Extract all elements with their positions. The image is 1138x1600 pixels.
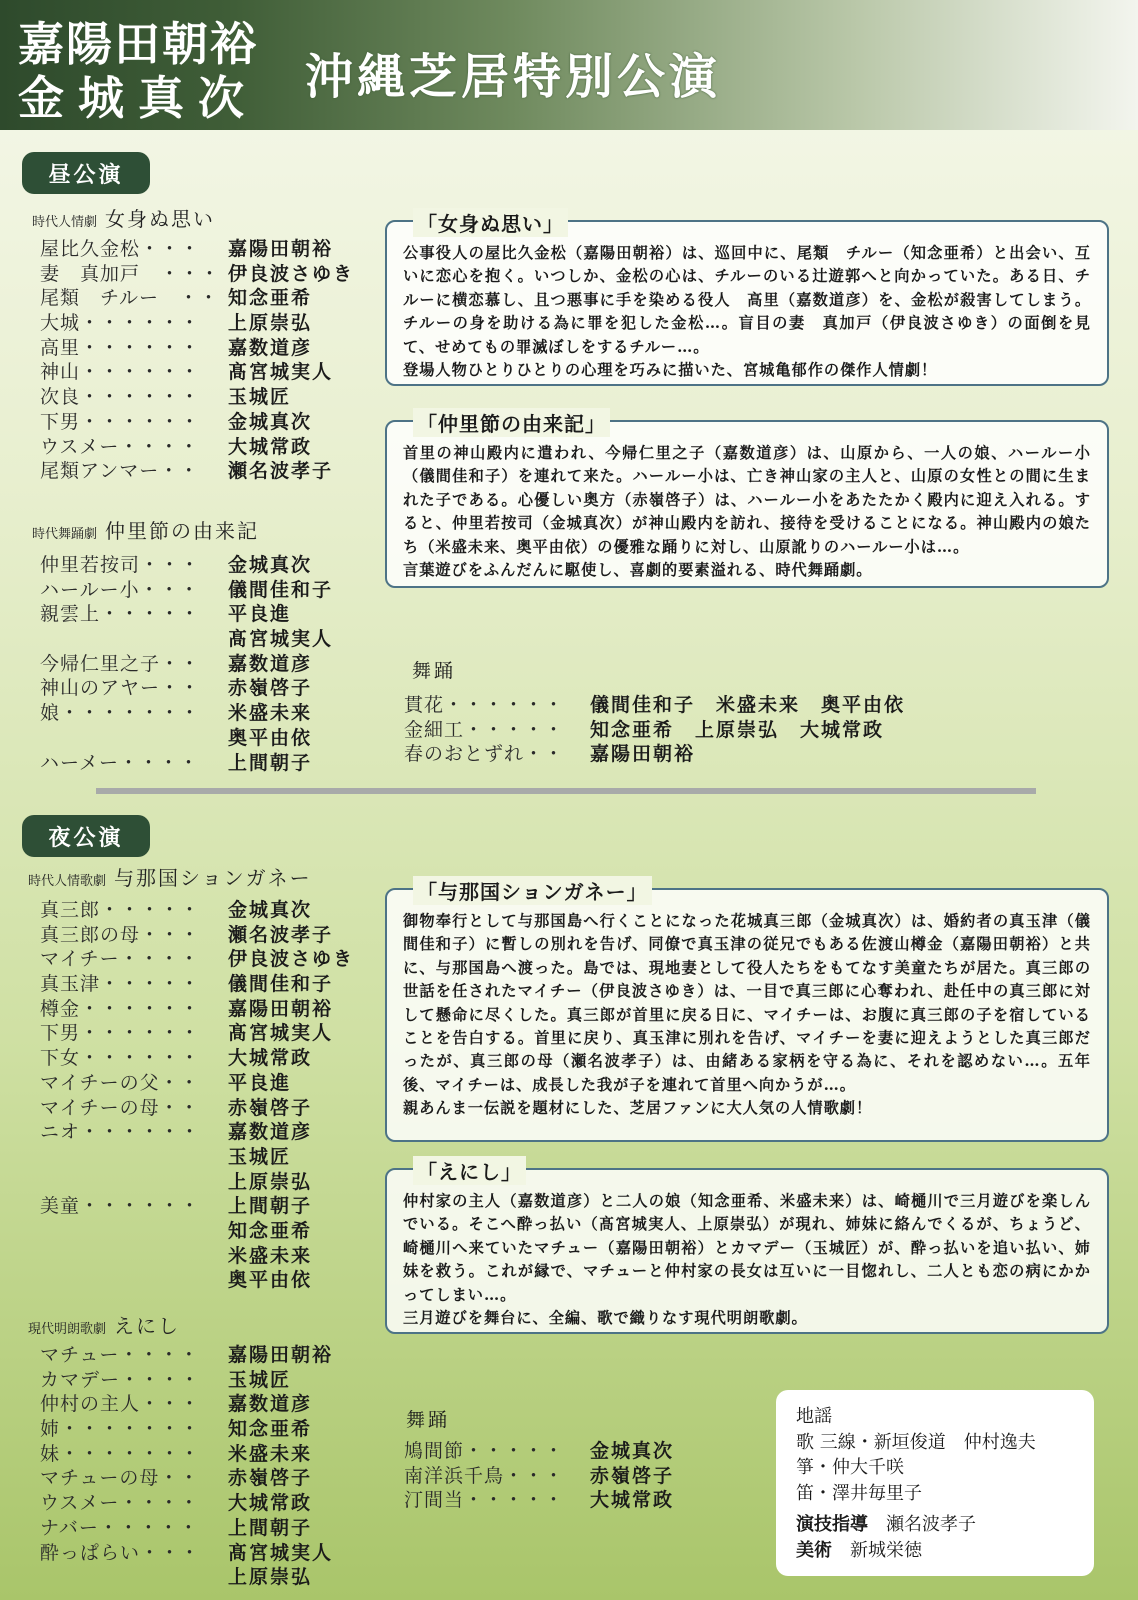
dance-row	[404, 715, 924, 740]
cast-row	[40, 1439, 370, 1464]
genre-label: 時代人情歌劇	[28, 874, 107, 889]
cast-role: 下男・・・・・・	[40, 410, 201, 433]
day-dance-list	[404, 690, 924, 764]
cast-row	[40, 1463, 370, 1488]
cast-actor: 上間朝子	[228, 1195, 313, 1218]
staff-credits-box	[776, 1390, 1094, 1576]
header-banner	[0, 0, 1138, 130]
cast-actor: 大城常政	[228, 1492, 313, 1515]
dance-performers: 儀間佳和子 米盛未来 奥平由依	[590, 694, 906, 716]
cast-actor: 伊良波さゆき	[228, 262, 355, 285]
cast-actor: 嘉数道彦	[228, 652, 313, 675]
dance-performers: 赤嶺啓子	[590, 1464, 675, 1487]
synopsis-title: 「女身ぬ思い」	[413, 208, 568, 237]
night-performance-badge: 夜公演	[22, 815, 150, 857]
cast-actor: 瀬名波孝子	[228, 923, 334, 946]
cast-row	[40, 357, 370, 382]
bijutsu-name: 新城栄徳	[850, 1539, 922, 1561]
cast-row	[40, 234, 370, 259]
cast-actor: 嘉数道彦	[228, 1121, 313, 1144]
cast-role: 高里・・・・・・	[40, 336, 201, 359]
cast-row	[40, 382, 370, 407]
cast-row	[40, 920, 370, 945]
cast-actor: 髙宮城実人	[228, 628, 334, 651]
cast-role: ニオ・・・・・・	[40, 1121, 201, 1144]
day-play2-synopsis-box	[385, 412, 1109, 588]
engi-shidou-row	[796, 1512, 1074, 1538]
night-play2-cast-list	[40, 1340, 370, 1587]
cast-role: 下男・・・・・・	[40, 1022, 201, 1045]
cast-role: 妻 真加戸 ・・・	[40, 262, 221, 285]
cast-actor: 上間朝子	[228, 1516, 313, 1539]
cast-row	[40, 432, 370, 457]
cast-role: マイチーの父・・	[40, 1071, 200, 1094]
cast-row	[40, 1167, 370, 1192]
play-title: 仲里節の由来記	[105, 519, 260, 543]
genre-label: 時代人情劇	[32, 215, 98, 230]
cast-role: 今帰仁里之子・・	[40, 652, 201, 675]
day-performance-badge: 昼公演	[22, 152, 150, 194]
dance-name: 汀間当・・・・・	[404, 1489, 565, 1511]
cast-role: 下女・・・・・・	[40, 1047, 201, 1070]
cast-row	[40, 1142, 370, 1167]
cast-actor: 平良進	[228, 603, 292, 626]
play-title: 女身ぬ思い	[105, 207, 216, 231]
cast-row	[40, 624, 370, 649]
cast-role: 姉・・・・・・・	[40, 1418, 201, 1441]
cast-row	[40, 575, 370, 600]
cast-actor: 嘉陽田朝裕	[228, 238, 334, 260]
cast-actor: 知念亜希	[228, 1418, 313, 1441]
cast-row	[40, 649, 370, 674]
jiutai-koto: 箏・仲大千咲	[796, 1457, 904, 1478]
cast-role: ナバー・・・・・	[40, 1516, 199, 1539]
day-play1-synopsis-box	[385, 212, 1109, 386]
cast-actor: 上間朝子	[228, 751, 313, 774]
cast-actor: 知念亜希	[228, 287, 313, 310]
cast-actor: 赤嶺啓子	[228, 1467, 313, 1490]
cast-row	[40, 308, 370, 333]
night-play2-synopsis-box	[385, 1160, 1109, 1334]
performer-names-line2: 金城真次	[18, 71, 258, 125]
cast-row	[40, 1068, 370, 1093]
cast-actor: 知念亜希	[228, 1219, 313, 1242]
cast-row	[40, 1389, 370, 1414]
cast-actor: 米盛未来	[228, 1244, 313, 1267]
bijutsu-row	[796, 1538, 1074, 1564]
night-play1-synopsis-box	[385, 880, 1109, 1142]
cast-row	[40, 994, 370, 1019]
cast-actor: 髙宮城実人	[228, 1541, 334, 1564]
cast-row	[40, 1365, 370, 1390]
jiutai-uta-sanshin: 歌 三線・新垣俊道 仲村逸夫	[796, 1431, 1036, 1453]
dance-name: 金細工・・・・・	[404, 718, 565, 741]
cast-row	[40, 550, 370, 575]
cast-actor: 嘉数道彦	[228, 1393, 313, 1416]
synopsis-summary: 親あんま一伝説を題材にした、芝居ファンに大人気の人情歌劇！	[403, 1099, 873, 1118]
bijutsu-label: 美術	[796, 1539, 832, 1561]
cast-role: 神山・・・・・・	[40, 361, 201, 384]
cast-row	[40, 1513, 370, 1538]
dance-performers: 知念亜希 上原崇弘 大城常政	[590, 718, 885, 741]
cast-role: 尾類 チルー ・・	[40, 287, 220, 310]
cast-actor: 米盛未来	[228, 1442, 313, 1465]
cast-row	[40, 259, 370, 284]
cast-row	[40, 673, 370, 698]
section-divider	[96, 788, 1036, 794]
cast-role: 真玉津・・・・・	[40, 973, 201, 996]
dance-row	[404, 690, 924, 715]
cast-row	[40, 1117, 370, 1142]
day-dance-heading: 舞踊	[412, 660, 457, 682]
cast-role: 仲村の主人・・・	[40, 1393, 201, 1416]
cast-row	[40, 283, 370, 308]
cast-role: 真三郎・・・・・	[40, 899, 201, 921]
genre-label: 時代舞踊劇	[32, 527, 98, 542]
synopsis-summary: 三月遊びを舞台に、全編、歌で織りなす現代明朗歌劇。	[403, 1309, 808, 1328]
night-play2-heading	[28, 1310, 180, 1339]
cast-row	[40, 1265, 370, 1290]
night-play1-cast-list	[40, 895, 370, 1290]
synopsis-text: 仲村家の主人（嘉数道彦）と二人の娘（知念亜希、米盛未来）は、崎樋川で三月遊びを楽しんでいる。そこへ酔っ払い（髙宮城実人、上原崇弘）が現れ、姉妹に絡んでくるが、ちょうど、崎樋川へ来ていたマチュー（嘉陽田朝裕）とカマデー（玉城匠）が、酔っ払いを追い払い、姉妹を救う。これが縁で、マチューと仲村家の長女は互いに一目惚れし、二人とも恋の病にかかってしまい…。	[403, 1192, 1092, 1304]
cast-actor: 玉城匠	[228, 1368, 292, 1391]
cast-row	[40, 1241, 370, 1266]
cast-role: マチュー・・・・	[40, 1344, 200, 1366]
synopsis-text: 御物奉行として与那国島へ行くことになった花城真三郎（金城真次）は、婚約者の真玉津（儀間佳和子）に暫しの別れを告げ、同僚で真玉津の従兄でもある佐渡山樽金（嘉陽田朝裕）と共に、与那国島へ渡った。島では、現地妻として役人たちをもてなす美童たちが居た。真三郎の世話を任されたマイチー（伊良波さゆき）は、一目で真三郎に心奪われ、赴任中の真三郎に対して懸命に尽くした。真三郎が首里に戻る日に、マイチーは、お腹に真三郎の子を宿していることを告白する。首里に戻り、真玉津に別れを告げ、マイチーを妻に迎えようとした真三郎だったが、真三郎の母（瀬名波孝子）は、由緒ある家柄を守る為に、それを認めない…。五年後、マイチーは、成長した我が子を連れて首里へ向かうが…。	[403, 912, 1091, 1094]
cast-actor: 米盛未来	[228, 702, 313, 725]
day-play1-cast-list	[40, 234, 370, 481]
cast-role: 屋比久金松・・・	[40, 238, 201, 260]
cast-actor: 上原崇弘	[228, 312, 313, 335]
cast-role: 親雲上・・・・・	[40, 603, 201, 626]
cast-role: ハールー小・・・	[40, 578, 200, 601]
cast-role: ウスメー・・・・	[40, 435, 200, 458]
cast-role: 酔っぱらい・・・	[40, 1541, 201, 1564]
cast-actor: 金城真次	[228, 410, 313, 433]
dance-name: 貫花・・・・・・	[404, 694, 565, 716]
cast-actor: 伊良波さゆき	[228, 948, 355, 971]
cast-role: マイチーの母・・	[40, 1096, 200, 1119]
dance-performers: 嘉陽田朝裕	[590, 743, 696, 765]
cast-row	[40, 969, 370, 994]
cast-role: 娘・・・・・・・	[40, 702, 201, 725]
cast-row	[40, 1043, 370, 1068]
cast-row	[40, 1538, 370, 1563]
cast-actor: 赤嶺啓子	[228, 677, 313, 700]
cast-role: 真三郎の母・・・	[40, 923, 201, 946]
synopsis-title: 「与那国ションガネー」	[413, 876, 652, 905]
genre-label: 現代明朗歌劇	[28, 1322, 107, 1337]
cast-actor: 嘉陽田朝裕	[228, 1344, 334, 1366]
day-play1-heading	[32, 203, 215, 232]
day-play2-cast-list	[40, 550, 370, 772]
jiutai-label: 地謡	[796, 1406, 832, 1427]
cast-row	[40, 333, 370, 358]
dance-row	[404, 739, 924, 764]
cast-row	[40, 1340, 370, 1365]
play-title: 与那国ションガネー	[114, 866, 312, 890]
play-title: えにし	[114, 1314, 181, 1338]
dance-name: 春のおとずれ・・	[404, 743, 565, 765]
cast-actor: 金城真次	[228, 899, 313, 921]
dance-name: 鳩間節・・・・・	[404, 1440, 565, 1462]
synopsis-text: 首里の神山殿内に遣われ、今帰仁里之子（嘉数道彦）は、山原から、一人の娘、ハールー小（儀間佳和子）を連れて来た。ハールー小は、亡き神山家の主人と、山原の女性との間に生まれた子である。心優しい奥方（赤嶺啓子）は、ハールー小をあたたかく殿内に迎え入れる。すると、仲里若按司（金城真次）が神山殿内を訪れ、接待を受けることになる。神山殿内の娘たち（米盛未来、奥平由依）の優雅な踊りに対し、山原訛りのハールー小は…。	[403, 444, 1091, 556]
cast-row	[40, 1191, 370, 1216]
cast-role: 神山のアヤー・・	[40, 677, 201, 700]
cast-actor: 大城常政	[228, 1047, 313, 1070]
cast-row	[40, 456, 370, 481]
cast-actor: 大城常政	[228, 435, 313, 458]
cast-actor: 平良進	[228, 1071, 292, 1094]
dance-performers: 金城真次	[590, 1440, 675, 1462]
cast-actor: 儀間佳和子	[228, 578, 334, 601]
cast-row	[40, 1093, 370, 1118]
cast-actor: 瀬名波孝子	[228, 460, 334, 483]
engi-shidou-name: 瀬名波孝子	[886, 1514, 976, 1535]
cast-row	[40, 748, 370, 773]
cast-role: 尾類アンマー・・	[40, 460, 200, 483]
cast-role: ウスメー・・・・	[40, 1492, 200, 1515]
cast-role: 大城・・・・・・	[40, 312, 201, 335]
cast-actor: 髙宮城実人	[228, 1022, 334, 1045]
dance-name: 南洋浜千鳥・・・	[404, 1464, 565, 1487]
cast-actor: 嘉数道彦	[228, 336, 313, 359]
cast-row	[40, 1018, 370, 1043]
cast-role: 美童・・・・・・	[40, 1195, 201, 1218]
cast-actor: 金城真次	[228, 554, 313, 576]
cast-actor: 赤嶺啓子	[228, 1096, 313, 1119]
cast-row	[40, 1488, 370, 1513]
synopsis-title: 「えにし」	[413, 1156, 526, 1185]
cast-row	[40, 599, 370, 624]
cast-role: マチューの母・・	[40, 1467, 200, 1490]
cast-row	[40, 1216, 370, 1241]
synopsis-summary: 登場人物ひとりひとりの心理を巧みに描いた、宮城亀郁作の傑作人情劇！	[403, 361, 938, 380]
synopsis-text: 公事役人の屋比久金松（嘉陽田朝裕）は、巡回中に、尾類 チルー（知念亜希）と出会い、互いに恋心を抱く。いつしか、金松の心は、チルーのいる辻遊郭へと向かっていた。ある日、チルーに横恋慕し、且つ悪事に手を染める役人 高里（嘉数道彦）を、金松が殺害してしまう。チルーの身を助ける為に罪を犯した金松…。盲目の妻 真加戸（伊良波さゆき）の面倒を見て、せめてもの罪滅ぼしをするチルー…。	[403, 244, 1092, 356]
cast-role: カマデー・・・・	[40, 1368, 201, 1391]
cast-actor: 玉城匠	[228, 1145, 292, 1168]
cast-actor: 髙宮城実人	[228, 361, 334, 384]
cast-row	[40, 895, 370, 920]
cast-role: 仲里若按司・・・	[40, 554, 201, 576]
performer-names-line1: 嘉陽田朝裕	[18, 17, 258, 71]
jiutai-fue: 笛・澤井毎里子	[796, 1482, 922, 1504]
cast-row	[40, 698, 370, 723]
cast-row	[40, 1414, 370, 1439]
cast-row	[40, 1562, 370, 1587]
cast-actor: 奥平由依	[228, 726, 313, 749]
cast-role: 次良・・・・・・	[40, 386, 201, 409]
night-play1-heading	[28, 862, 312, 891]
cast-actor: 上原崇弘	[228, 1566, 313, 1589]
cast-actor: 上原崇弘	[228, 1170, 313, 1193]
cast-role: 樽金・・・・・・	[40, 997, 201, 1020]
cast-actor: 儀間佳和子	[228, 973, 334, 996]
cast-row	[40, 944, 370, 969]
dance-performers: 大城常政	[590, 1489, 675, 1511]
cast-row	[40, 723, 370, 748]
engi-shidou-label: 演技指導	[796, 1514, 868, 1535]
event-title: 沖縄芝居特別公演	[305, 49, 722, 105]
synopsis-summary: 言葉遊びをふんだんに駆使し、喜劇的要素溢れる、時代舞踊劇。	[403, 561, 873, 580]
day-play2-heading	[32, 515, 259, 544]
night-dance-heading: 舞踊	[406, 1409, 451, 1431]
cast-row	[40, 407, 370, 432]
cast-actor: 奥平由依	[228, 1269, 313, 1292]
cast-role: 妹・・・・・・・	[40, 1442, 201, 1465]
synopsis-title: 「仲里節の由来記」	[413, 408, 610, 437]
cast-role: マイチー・・・・	[40, 948, 200, 971]
cast-actor: 玉城匠	[228, 386, 292, 409]
cast-actor: 嘉陽田朝裕	[228, 997, 334, 1020]
cast-role: ハーメー・・・・	[40, 751, 200, 774]
